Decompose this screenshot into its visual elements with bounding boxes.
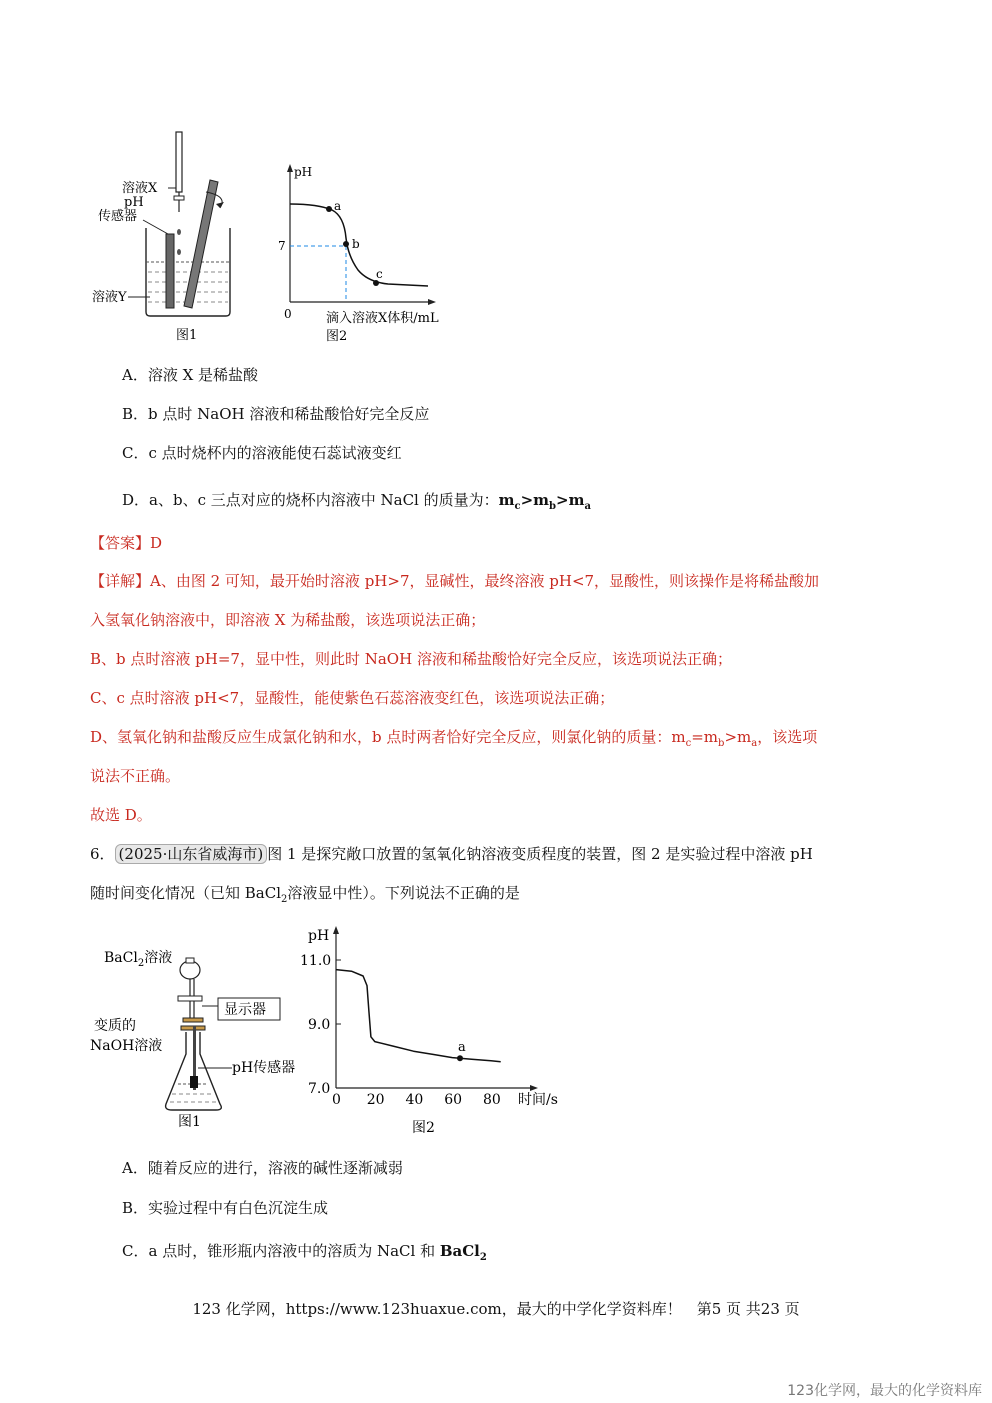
ph-series-line [336,970,501,1062]
bottom-figures [86,918,586,1143]
explain-line-6: 说法不正确。 [90,767,181,785]
fig2b-xlabel: 时间/s [518,1092,558,1108]
fig2b-ylabel: pH [308,928,330,944]
q6-text-1: 图 1 是探究敞口放置的氢氧化钠溶液变质程度的装置，图 2 是实验过程中溶液 pH [267,845,813,863]
explain-5-gt: >m [724,728,752,746]
x-tick-label: 60 [444,1092,463,1108]
explain-5-pre: D、氢氧化钠和盐酸反应生成氯化钠和水，b 点时两者恰好完全反应，则氯化钠的质量：m [90,728,686,746]
fig2-ph-time-chart [300,926,558,1136]
fig2-caption: 图2 [326,329,348,344]
watermark: 123化学网，最大的化学资料库 [787,1383,982,1399]
fig2-titration-curve [278,164,439,344]
fig2-point-b: b [352,237,360,251]
fig2b-y-9: 9.0 [308,1017,331,1033]
explain-line-4: C、c 点时溶液 pH<7，显酸性，能使紫色石蕊溶液变红色，该选项说法正确； [90,689,615,707]
page-footer: 123 化学网，https://www.123huaxue.com，最大的中学化学资料库！ 第5 页 共23 页 [192,1300,800,1318]
explain-label: 【详解】 [90,572,151,590]
explain-line-5 [90,726,910,755]
fig2-xlabel: 滴入溶液X体积/mL [326,311,439,326]
fig2-ylabel: pH [294,165,313,179]
fig1b-naoh-label: NaOH溶液 [90,1038,163,1054]
q6-option-a: A．随着反应的进行，溶液的碱性逐渐减弱 [122,1159,403,1177]
q5-option-d-text: D．a、b、c 三点对应的烧杯内溶液中 NaCl 的质量为： [122,491,499,509]
point-label-a: a [458,1040,466,1056]
explain-line-3: B、b 点时溶液 pH=7，显中性，则此时 NaOH 溶液和稀盐酸恰好完全反应，该选项说法正确； [90,650,732,668]
fig1b-display-label: 显示器 [224,1002,266,1018]
sub-a: a [584,501,591,512]
q6-line-2 [90,882,910,911]
sub-b: b [549,501,557,512]
q6-option-c-sub: 2 [479,1252,487,1263]
q5-option-c: C．c 点时烧杯内的溶液能使石蕊试液变红 [122,444,402,462]
explain-5-post: ，该选项 [757,728,818,746]
fig1-apparatus [92,132,230,343]
mass-m-b: m [533,491,550,509]
mass-m-a: m [568,491,585,509]
q5-option-b: B．b 点时 NaOH 溶液和稀盐酸恰好完全反应 [122,405,430,423]
fig2-point-a: a [334,199,342,213]
fig2b-caption: 图2 [412,1120,435,1136]
answer-line [90,532,910,554]
q6-option-b: B．实验过程中有白色沉淀生成 [122,1199,329,1217]
q6-text-2-sub: 2 [281,894,288,905]
fig1-label-ph: pH [124,195,144,210]
fig1b-caption: 图1 [178,1114,201,1130]
fig1-label-x: 溶液X [122,181,158,196]
q6-number: 6． [90,845,115,863]
x-tick-label: 20 [366,1092,385,1108]
explain-5-sub-a: a [751,738,758,749]
gt-sign-1: > [520,491,534,509]
fig1-caption: 图1 [176,328,198,343]
top-figures [88,130,468,350]
gt-sign-2: > [556,491,569,509]
explain-5-sub-b: b [718,738,725,749]
fig2-point-c: c [376,267,383,281]
fig1-flask-apparatus [90,949,295,1130]
x-tick-label: 80 [483,1092,501,1108]
explain-text-1: A、由图 2 可知，最开始时溶液 pH>7，显碱性，最终溶液 pH<7，显酸性，则该操作是将稀盐酸加 [150,572,820,590]
q6-option-c-text: C．a 点时，锥形瓶内溶液中的溶质为 NaCl 和 [122,1242,440,1260]
x-tick-label: 0 [332,1092,341,1108]
q6-text-2-pre: 随时间变化情况（已知 BaCl [90,884,282,902]
q5-option-a: A．溶液 X 是稀盐酸 [122,366,259,384]
fig1b-sensor-label: pH传感器 [232,1060,296,1076]
q6-option-c [122,1240,487,1263]
fig1b-degraded-label: 变质的 [94,1018,136,1034]
explain-line-1 [90,570,910,592]
sub-c: c [514,501,521,512]
explain-line-7: 故选 D。 [90,806,152,824]
mass-m-c: m [498,491,515,509]
point-a [457,1055,463,1061]
fig2b-y-11: 11.0 [300,953,332,969]
q6-source-tag: (2025·山东省威海市) [115,844,268,864]
fig2-origin: 0 [284,307,292,321]
q5-option-d [122,489,591,512]
fig1-label-y: 溶液Y [92,290,127,305]
explain-line-2: 入氢氧化钠溶液中，即溶液 X 为稀盐酸，该选项说法正确； [90,611,486,629]
explain-5-sub-c: c [685,738,692,749]
q6-option-c-bacl: BaCl [439,1242,480,1260]
fig1-label-sensor: 传感器 [98,209,138,224]
answer-label: 【答案】 [90,534,151,552]
q6-line-1 [90,843,910,865]
answer-value: D [150,534,163,552]
fig1b-bacl-label: BaCl$_2$溶液 [104,950,173,969]
fig2b-y-7: 7.0 [308,1081,331,1097]
explain-5-eq: =m [691,728,719,746]
x-tick-label: 40 [405,1092,424,1108]
fig2-tick-7: 7 [278,239,286,253]
q6-text-2-post: 溶液显中性）。下列说法不正确的是 [287,884,520,902]
